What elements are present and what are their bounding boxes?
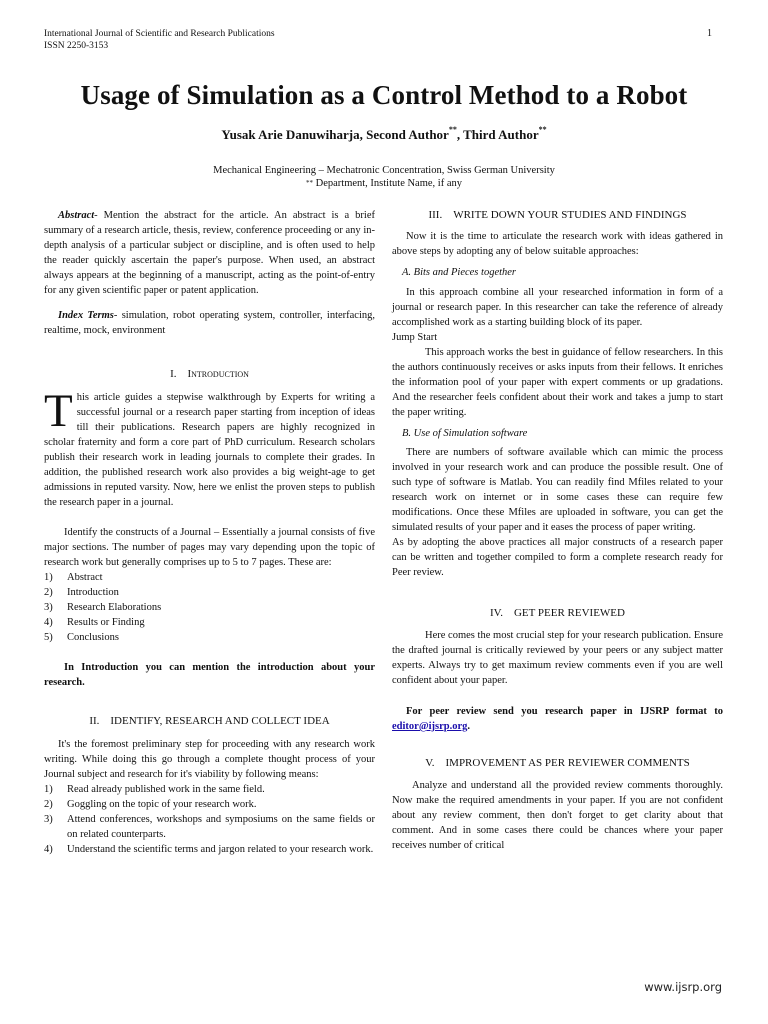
affiliation — [0, 164, 768, 190]
section-1-title: Introduction — [187, 368, 249, 380]
journal-name: International Journal of Scientific and Research Publications — [44, 29, 275, 39]
journal-header — [44, 28, 275, 52]
section-5-paragraph: Analyze and understand all the provided review comments thoroughly. Now make the required amendments in your paper. If you are not confident about any review comment, then don't forget to get clarity about that comment. And in some cases there could be chances where your paper receives number of critical — [392, 780, 723, 851]
list-text: Abstract — [67, 572, 103, 583]
list-number: 4) — [44, 844, 53, 855]
list-text: Goggling on the topic of your research work. — [67, 799, 257, 810]
list-item — [44, 600, 375, 615]
list-text: Attend conferences, workshops and symposiums on the same fields or on related counterparts. — [67, 814, 375, 840]
list-number: 2) — [44, 587, 53, 598]
section-2-heading — [44, 714, 375, 729]
list-item — [44, 842, 375, 857]
section-2-title: IDENTIFY, RESEARCH AND COLLECT IDEA — [110, 715, 330, 727]
section-2-paragraph: It's the foremost preliminary step for proceeding with any research work writing. While doing this go through a complete thought process of your Journal subject and research for it's viability by following means: — [44, 739, 375, 780]
index-terms-text: - simulation, robot operating system, controller, interfacing, realtime, mock, environment — [44, 310, 376, 336]
list-text: Read already published work in the same field. — [67, 784, 265, 795]
list-number: 2) — [44, 799, 53, 810]
list-item — [44, 570, 375, 585]
subsection-a-paragraph: In this approach combine all your researched information in form of a journal or research paper. In this researcher can take the reference of already accomplished work as a starting building block of its paper. — [392, 287, 723, 328]
section-4-paragraph: Here comes the most crucial step for your research publication. Ensure the drafted journal is critically reviewed by your peers or any subject matter experts. Always try to get maximum review comments even if you are well confident about your paper. — [392, 630, 723, 686]
list-number: 4) — [44, 617, 53, 628]
subsection-b-paragraph: There are numbers of software available which can mimic the process involved in your research work and can produce the possible result. One of such type of software is Matlab. You can readily find Mfiles related to your research work on internet or in some cases these can require few modifications. Once these Mfiles are uploaded in software, you can get the simulated results of your paper and it eases the process of paper writing. — [392, 447, 723, 533]
intro-paragraph-1-text: his article guides a stepwise walkthrough by Experts for writing a successful journal or a research paper starting from inception of ideas till their publications. Research papers are highly recognized in scholar fraternity and form a core part of PhD curriculum. Research scholars publish their research work in leading journals to complete their grades. In addition, the published research work also provides a big weight-age to get admissions in reputed varsity. Now, here we enlist the proven steps to publish the research paper in a journal. — [44, 392, 375, 508]
paper-title: Usage of Simulation as a Control Method to a Robot — [80, 80, 688, 110]
section-2-number: II. — [89, 715, 100, 727]
section-3-paragraph: Now it is the time to articulate the research work with ideas gathered in above steps by adopting any of below suitable approaches: — [392, 231, 723, 257]
affiliation-line-1: Mechanical Engineering – Mechatronic Concentration, Swiss German University — [213, 165, 555, 176]
list-text: Conclusions — [67, 632, 119, 643]
section-3-closing: As by adopting the above practices all major constructs of a research paper can be written and together compiled to form a complete research ready for Peer review. — [392, 537, 723, 578]
section-1-number: I. — [170, 368, 177, 380]
third-author-sup: ** — [538, 125, 547, 134]
section-5-heading — [392, 756, 723, 771]
author-sup: ** — [448, 125, 457, 134]
third-author: , Third Author — [456, 127, 539, 142]
drop-cap: T — [44, 385, 73, 437]
list-number: 1) — [44, 572, 53, 583]
abstract — [44, 208, 375, 298]
list-number: 3) — [44, 814, 53, 825]
footer-url: www.ijsrp.org — [644, 980, 722, 994]
section-3-number: III. — [428, 209, 443, 221]
section-3-title: WRITE DOWN YOUR STUDIES AND FINDINGS — [453, 209, 687, 221]
intro-paragraph-2: Identify the constructs of a Journal – Essentially a journal consists of five major sections. The number of pages may vary depending upon the topic of research work but generally comprises up to 5 to 7 pages. These are: — [44, 527, 375, 568]
section-5-number: V. — [425, 757, 435, 769]
list-number: 3) — [44, 602, 53, 613]
right-column — [392, 208, 723, 853]
list-item — [44, 782, 375, 797]
index-terms-label: Index Terms — [58, 310, 114, 321]
intro-bold-note: In Introduction you can mention the introduction about your research. — [44, 662, 375, 688]
list-number: 1) — [44, 784, 53, 795]
affiliation-line-2-text: Department, Institute Name, if any — [313, 178, 462, 189]
peer-review-note-end: . — [467, 721, 471, 732]
peer-review-note-text: For peer review send you research paper in IJSRP format to — [406, 706, 723, 717]
peer-review-note — [392, 704, 723, 734]
abstract-label: Abstract — [58, 210, 95, 221]
section-1-heading — [44, 367, 375, 382]
abstract-text: - Mention the abstract for the article. An abstract is a brief summary of a research article, thesis, review, conference proceeding or any in-depth analysis of a particular subject or discipline, and is often used to help the reader quickly ascertain the paper's purpose. When used, an abstract always appears at the beginning of a manuscript, acting as the point-of-entry for any given scientific paper or patent application. — [44, 210, 375, 296]
subsection-b-heading: B. Use of Simulation software — [402, 428, 528, 439]
list-item — [44, 585, 375, 600]
editor-email-link[interactable]: editor@ijsrp.org — [392, 721, 468, 732]
page-number: 1 — [707, 28, 712, 39]
left-column — [44, 208, 375, 857]
journal-sections-list — [44, 570, 375, 645]
jump-start-label: Jump Start — [392, 332, 438, 343]
issn: ISSN 2250-3153 — [44, 41, 109, 51]
list-item — [44, 797, 375, 812]
section-4-title: GET PEER REVIEWED — [513, 607, 625, 619]
affiliation-line-2 — [0, 177, 768, 190]
list-text: Research Elaborations — [67, 602, 162, 613]
author-line — [0, 127, 768, 143]
list-item — [44, 630, 375, 645]
intro-paragraph-1 — [44, 385, 375, 510]
affiliation-sup: ** — [306, 179, 313, 187]
section-4-heading — [392, 606, 723, 621]
list-text: Introduction — [67, 587, 119, 598]
list-text: Results or Finding — [67, 617, 145, 628]
list-item — [44, 812, 375, 842]
list-item — [44, 615, 375, 630]
section-3-heading — [392, 208, 723, 223]
research-means-list — [44, 782, 375, 857]
author-names: Yusak Arie Danuwiharja, Second Author — [221, 127, 449, 142]
subsection-a-heading: A. Bits and Pieces together — [402, 267, 517, 278]
section-4-number: IV. — [490, 607, 503, 619]
list-text: Understand the scientific terms and jargon related to your research work. — [67, 844, 374, 855]
section-5-title: IMPROVEMENT AS PER REVIEWER COMMENTS — [445, 757, 690, 769]
index-terms — [44, 308, 375, 338]
list-number: 5) — [44, 632, 53, 643]
jump-start-paragraph: This approach works the best in guidance of fellow researchers. In this the authors continuously receives or asks inputs from their fellows. It enriches the information pool of your paper with expert comments or up gradations. And the researcher feels confident about their work and takes a jump to start the paper writing. — [392, 347, 723, 418]
